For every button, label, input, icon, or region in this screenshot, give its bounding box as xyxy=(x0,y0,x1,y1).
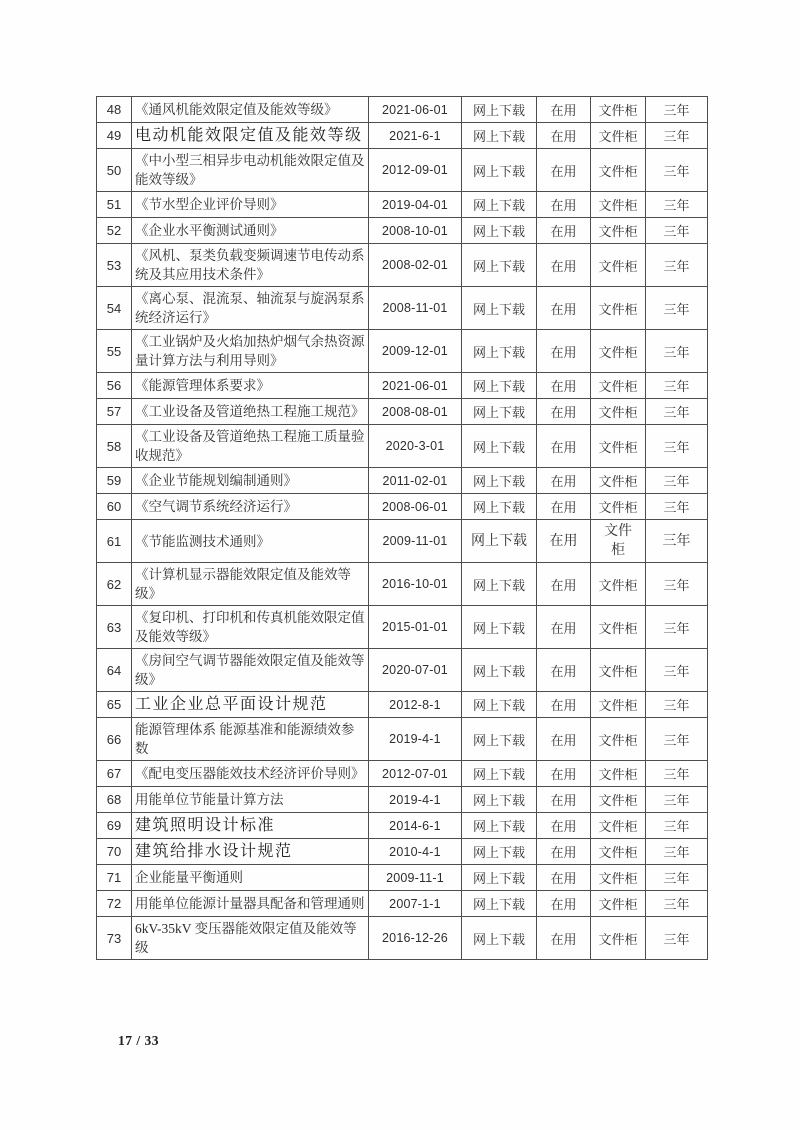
row-number: 73 xyxy=(97,917,132,960)
table-row xyxy=(97,425,708,468)
row-source: 网上下载 xyxy=(462,649,537,692)
row-date: 2008-02-01 xyxy=(369,244,462,287)
standards-records-table xyxy=(96,96,708,960)
row-date: 2008-06-01 xyxy=(369,494,462,520)
row-storage xyxy=(591,761,646,787)
row-storage-text: 文件柜 xyxy=(598,871,638,886)
row-storage-text: 文件柜 xyxy=(598,198,638,213)
row-source: 网上下载 xyxy=(462,123,537,149)
row-source: 网上下载 xyxy=(462,468,537,494)
row-title: 《通风机能效限定值及能效等级》 xyxy=(132,97,369,123)
table-row xyxy=(97,399,708,425)
table-row xyxy=(97,917,708,960)
row-number: 52 xyxy=(97,218,132,244)
row-source: 网上下载 xyxy=(462,917,537,960)
row-title: 用能单位节能量计算方法 xyxy=(132,787,369,813)
row-storage-text: 文件柜 xyxy=(598,439,638,455)
row-storage-text: 文件柜 xyxy=(598,224,638,239)
row-storage-text: 文件柜 xyxy=(598,931,638,947)
table-row xyxy=(97,468,708,494)
row-number: 69 xyxy=(97,813,132,839)
row-storage-text: 文件柜 xyxy=(604,524,632,558)
row-title: 《房间空气调节器能效限定值及能效等级》 xyxy=(132,649,369,692)
row-storage-text: 文件柜 xyxy=(598,163,638,179)
row-number: 57 xyxy=(97,399,132,425)
row-number: 71 xyxy=(97,865,132,891)
table-row xyxy=(97,839,708,865)
row-source: 网上下载 xyxy=(462,692,537,718)
row-source: 网上下载 xyxy=(462,244,537,287)
row-date: 2015-01-01 xyxy=(369,606,462,649)
row-number: 53 xyxy=(97,244,132,287)
row-title: 建筑照明设计标准 xyxy=(132,813,369,839)
table-row xyxy=(97,123,708,149)
row-storage xyxy=(591,787,646,813)
table-row xyxy=(97,149,708,192)
row-title: 《节水型企业评价导则》 xyxy=(132,192,369,218)
row-source: 网上下载 xyxy=(462,787,537,813)
row-title: 能源管理体系 能源基准和能源绩效参数 xyxy=(132,718,369,761)
table-row xyxy=(97,97,708,123)
row-status: 在用 xyxy=(537,468,591,494)
row-storage xyxy=(591,149,646,192)
row-storage xyxy=(591,123,646,149)
row-status: 在用 xyxy=(537,97,591,123)
row-status: 在用 xyxy=(537,520,591,563)
row-number: 51 xyxy=(97,192,132,218)
row-title: 《工业设备及管道绝热工程施工质量验收规范》 xyxy=(132,425,369,468)
row-title: 建筑给排水设计规范 xyxy=(132,839,369,865)
row-retention: 三年 xyxy=(646,330,708,373)
table-row xyxy=(97,244,708,287)
row-retention: 三年 xyxy=(646,692,708,718)
row-number: 54 xyxy=(97,287,132,330)
row-storage xyxy=(591,520,646,563)
row-retention: 三年 xyxy=(646,787,708,813)
row-number: 66 xyxy=(97,718,132,761)
page-number: 17 / 33 xyxy=(118,1033,160,1048)
row-title: 《企业节能规划编制通则》 xyxy=(132,468,369,494)
row-storage-text: 文件柜 xyxy=(598,897,638,912)
row-retention: 三年 xyxy=(646,761,708,787)
row-status: 在用 xyxy=(537,494,591,520)
row-retention: 三年 xyxy=(646,373,708,399)
row-status: 在用 xyxy=(537,917,591,960)
row-date: 2019-4-1 xyxy=(369,787,462,813)
row-storage-text: 文件柜 xyxy=(598,577,638,593)
row-status: 在用 xyxy=(537,149,591,192)
row-storage-text: 文件柜 xyxy=(598,698,638,713)
table-row xyxy=(97,330,708,373)
row-status: 在用 xyxy=(537,718,591,761)
row-retention: 三年 xyxy=(646,468,708,494)
row-storage xyxy=(591,494,646,520)
row-storage xyxy=(591,839,646,865)
row-storage xyxy=(591,218,646,244)
row-title: 《计算机显示器能效限定值及能效等级》 xyxy=(132,563,369,606)
row-storage-text: 文件柜 xyxy=(598,845,638,860)
row-title: 《节能监测技术通则》 xyxy=(132,520,369,563)
row-retention: 三年 xyxy=(646,520,708,563)
table-row xyxy=(97,692,708,718)
row-storage-text: 文件柜 xyxy=(598,258,638,274)
row-status: 在用 xyxy=(537,399,591,425)
row-source: 网上下载 xyxy=(462,97,537,123)
row-storage xyxy=(591,865,646,891)
row-retention: 三年 xyxy=(646,399,708,425)
table-row xyxy=(97,718,708,761)
row-storage-text: 文件柜 xyxy=(598,500,638,515)
row-status: 在用 xyxy=(537,813,591,839)
row-storage-text: 文件柜 xyxy=(598,819,638,834)
row-source: 网上下载 xyxy=(462,330,537,373)
row-date: 2019-4-1 xyxy=(369,718,462,761)
row-number: 61 xyxy=(97,520,132,563)
row-number: 68 xyxy=(97,787,132,813)
row-storage xyxy=(591,917,646,960)
row-storage xyxy=(591,373,646,399)
row-number: 67 xyxy=(97,761,132,787)
row-source: 网上下载 xyxy=(462,891,537,917)
row-status: 在用 xyxy=(537,692,591,718)
row-retention: 三年 xyxy=(646,865,708,891)
row-status: 在用 xyxy=(537,649,591,692)
row-status: 在用 xyxy=(537,244,591,287)
row-storage xyxy=(591,287,646,330)
row-storage xyxy=(591,563,646,606)
table-row xyxy=(97,649,708,692)
row-title: 6kV-35kV 变压器能效限定值及能效等级 xyxy=(132,917,369,960)
row-storage-text: 文件柜 xyxy=(598,767,638,782)
row-storage-text: 文件柜 xyxy=(598,301,638,317)
row-number: 56 xyxy=(97,373,132,399)
row-title: 用能单位能源计量器具配备和管理通则 xyxy=(132,891,369,917)
row-source: 网上下载 xyxy=(462,373,537,399)
row-date: 2008-11-01 xyxy=(369,287,462,330)
row-date: 2016-12-26 xyxy=(369,917,462,960)
row-retention: 三年 xyxy=(646,494,708,520)
table-row xyxy=(97,787,708,813)
row-storage-text: 文件柜 xyxy=(598,732,638,748)
row-retention: 三年 xyxy=(646,192,708,218)
row-number: 55 xyxy=(97,330,132,373)
row-source: 网上下载 xyxy=(462,149,537,192)
row-retention: 三年 xyxy=(646,97,708,123)
row-date: 2014-6-1 xyxy=(369,813,462,839)
table-row xyxy=(97,218,708,244)
table-row xyxy=(97,563,708,606)
row-status: 在用 xyxy=(537,839,591,865)
row-date: 2021-06-01 xyxy=(369,373,462,399)
row-storage-text: 文件柜 xyxy=(598,663,638,679)
row-source: 网上下载 xyxy=(462,865,537,891)
table-row xyxy=(97,865,708,891)
row-storage-text: 文件柜 xyxy=(598,379,638,394)
row-storage xyxy=(591,649,646,692)
table-row xyxy=(97,606,708,649)
row-source: 网上下载 xyxy=(462,287,537,330)
row-date: 2009-11-01 xyxy=(369,520,462,563)
row-retention: 三年 xyxy=(646,917,708,960)
row-source: 网上下载 xyxy=(462,813,537,839)
row-storage xyxy=(591,692,646,718)
row-number: 49 xyxy=(97,123,132,149)
row-title: 《工业锅炉及火焰加热炉烟气余热资源量计算方法与利用导则》 xyxy=(132,330,369,373)
row-storage xyxy=(591,425,646,468)
row-date: 2009-11-1 xyxy=(369,865,462,891)
row-storage-text: 文件柜 xyxy=(598,793,638,808)
row-retention: 三年 xyxy=(646,123,708,149)
row-date: 2009-12-01 xyxy=(369,330,462,373)
row-status: 在用 xyxy=(537,891,591,917)
row-number: 62 xyxy=(97,563,132,606)
row-source: 网上下载 xyxy=(462,761,537,787)
row-source: 网上下载 xyxy=(462,718,537,761)
row-status: 在用 xyxy=(537,330,591,373)
row-storage xyxy=(591,192,646,218)
row-status: 在用 xyxy=(537,865,591,891)
row-date: 2020-07-01 xyxy=(369,649,462,692)
row-status: 在用 xyxy=(537,563,591,606)
row-storage xyxy=(591,97,646,123)
row-date: 2020-3-01 xyxy=(369,425,462,468)
table-row xyxy=(97,761,708,787)
row-storage xyxy=(591,399,646,425)
row-retention: 三年 xyxy=(646,839,708,865)
row-retention: 三年 xyxy=(646,218,708,244)
row-title: 《离心泵、混流泵、轴流泵与旋涡泵系统经济运行》 xyxy=(132,287,369,330)
row-date: 2010-4-1 xyxy=(369,839,462,865)
row-title: 《企业水平衡测试通则》 xyxy=(132,218,369,244)
row-storage xyxy=(591,330,646,373)
row-date: 2019-04-01 xyxy=(369,192,462,218)
row-storage-text: 文件柜 xyxy=(598,474,638,489)
row-date: 2012-8-1 xyxy=(369,692,462,718)
row-date: 2012-07-01 xyxy=(369,761,462,787)
row-number: 50 xyxy=(97,149,132,192)
row-status: 在用 xyxy=(537,373,591,399)
row-title: 企业能量平衡通则 xyxy=(132,865,369,891)
row-title: 《风机、泵类负载变频调速节电传动系统及其应用技术条件》 xyxy=(132,244,369,287)
row-source: 网上下载 xyxy=(462,606,537,649)
row-source: 网上下载 xyxy=(462,399,537,425)
row-title: 《中小型三相异步电动机能效限定值及能效等级》 xyxy=(132,149,369,192)
row-retention: 三年 xyxy=(646,244,708,287)
row-number: 59 xyxy=(97,468,132,494)
row-title: 《能源管理体系要求》 xyxy=(132,373,369,399)
row-storage xyxy=(591,468,646,494)
row-storage xyxy=(591,606,646,649)
row-date: 2016-10-01 xyxy=(369,563,462,606)
row-retention: 三年 xyxy=(646,149,708,192)
row-number: 72 xyxy=(97,891,132,917)
row-title: 工业企业总平面设计规范 xyxy=(132,692,369,718)
row-status: 在用 xyxy=(537,425,591,468)
row-storage xyxy=(591,718,646,761)
table-body xyxy=(97,97,708,960)
row-storage-text: 文件柜 xyxy=(598,344,638,360)
table-row xyxy=(97,891,708,917)
row-date: 2012-09-01 xyxy=(369,149,462,192)
table-row xyxy=(97,813,708,839)
row-retention: 三年 xyxy=(646,718,708,761)
row-date: 2021-06-01 xyxy=(369,97,462,123)
row-retention: 三年 xyxy=(646,606,708,649)
table-row xyxy=(97,287,708,330)
row-retention: 三年 xyxy=(646,649,708,692)
row-source: 网上下载 xyxy=(462,192,537,218)
row-number: 58 xyxy=(97,425,132,468)
row-storage-text: 文件柜 xyxy=(598,620,638,636)
row-title: 《工业设备及管道绝热工程施工规范》 xyxy=(132,399,369,425)
row-status: 在用 xyxy=(537,192,591,218)
table-row xyxy=(97,373,708,399)
row-date: 2011-02-01 xyxy=(369,468,462,494)
row-source: 网上下载 xyxy=(462,520,537,563)
row-status: 在用 xyxy=(537,218,591,244)
row-status: 在用 xyxy=(537,123,591,149)
row-title: 《配电变压器能效技术经济评价导则》 xyxy=(132,761,369,787)
row-source: 网上下载 xyxy=(462,494,537,520)
row-storage xyxy=(591,891,646,917)
row-source: 网上下载 xyxy=(462,839,537,865)
row-retention: 三年 xyxy=(646,891,708,917)
row-number: 64 xyxy=(97,649,132,692)
table-row xyxy=(97,494,708,520)
table-row xyxy=(97,520,708,563)
row-retention: 三年 xyxy=(646,813,708,839)
row-status: 在用 xyxy=(537,287,591,330)
row-retention: 三年 xyxy=(646,563,708,606)
row-storage xyxy=(591,244,646,287)
row-title: 《空气调节系统经济运行》 xyxy=(132,494,369,520)
row-date: 2007-1-1 xyxy=(369,891,462,917)
row-source: 网上下载 xyxy=(462,218,537,244)
row-storage-text: 文件柜 xyxy=(598,103,638,118)
row-title: 电动机能效限定值及能效等级 xyxy=(132,123,369,149)
row-status: 在用 xyxy=(537,787,591,813)
row-source: 网上下载 xyxy=(462,563,537,606)
row-date: 2008-10-01 xyxy=(369,218,462,244)
row-retention: 三年 xyxy=(646,287,708,330)
row-number: 48 xyxy=(97,97,132,123)
row-date: 2021-6-1 xyxy=(369,123,462,149)
row-number: 70 xyxy=(97,839,132,865)
row-storage xyxy=(591,813,646,839)
row-number: 60 xyxy=(97,494,132,520)
row-date: 2008-08-01 xyxy=(369,399,462,425)
row-number: 65 xyxy=(97,692,132,718)
row-source: 网上下载 xyxy=(462,425,537,468)
row-storage-text: 文件柜 xyxy=(598,129,638,144)
row-number: 63 xyxy=(97,606,132,649)
row-status: 在用 xyxy=(537,761,591,787)
row-storage-text: 文件柜 xyxy=(598,405,638,420)
row-status: 在用 xyxy=(537,606,591,649)
table-row xyxy=(97,192,708,218)
row-retention: 三年 xyxy=(646,425,708,468)
row-title: 《复印机、打印机和传真机能效限定值及能效等级》 xyxy=(132,606,369,649)
